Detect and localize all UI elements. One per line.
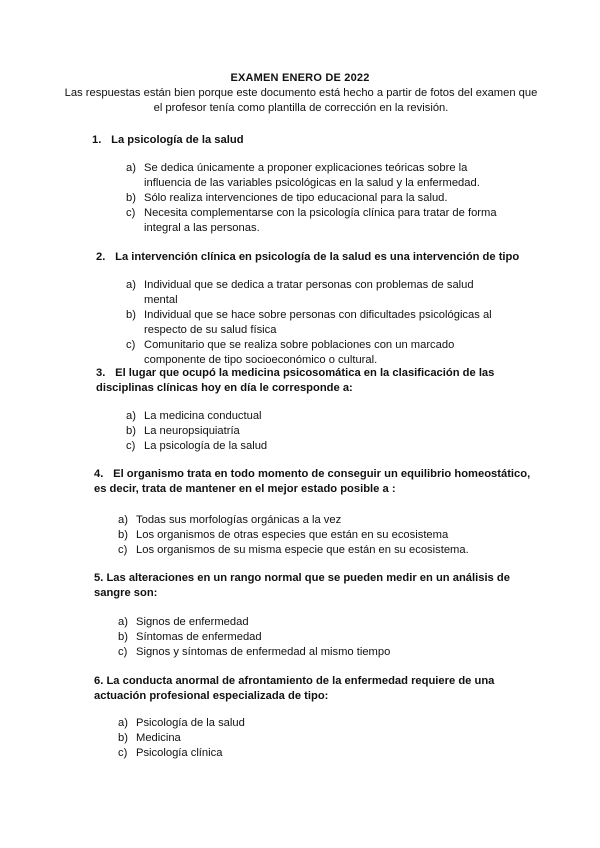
question-2-heading [96,250,536,265]
question-1-options [126,161,506,236]
option-text: Los organismos de su misma especie que están en su ecosistema. [136,544,469,556]
question-text: El lugar que ocupó la medicina psicosomática en la clasificación de las disciplinas clínicas hoy en día le corresponde a: [96,367,495,394]
option-item: a) Se dedica únicamente a proponer explicaciones teóricas sobre la influencia de las variables psicológicas en la salud y la enfermedad. [126,162,480,189]
question-number: 3. [96,367,106,379]
option-text: Psicología clínica [136,747,223,759]
option-item: b) Los organismos de otras especies que están en su ecosistema [118,529,449,541]
option-item: a) La medicina conductual [126,410,262,422]
question-6-options [118,716,498,761]
option-item: a) Todas sus morfologías orgánicas a la vez [118,514,342,526]
question-text: La conducta anormal de afrontamiento de la enfermedad requiere de una actuación profesional especializada de tipo: [94,675,495,702]
option-text: La medicina conductual [144,410,262,422]
option-text: Necesita complementarse con la psicología clínica para tratar de forma integral a las personas. [144,207,497,234]
option-text: Se dedica únicamente a proponer explicaciones teóricas sobre la influencia de las variables psicológicas en la salud y la enfermedad. [144,162,480,189]
question-2-options [126,278,506,368]
question-text: Las alteraciones en un rango normal que se pueden medir en un análisis de sangre son: [94,572,510,599]
question-1-heading [92,133,522,148]
option-text: Comunitario que se realiza sobre poblaciones con un marcado componente de tipo socioeconómico o cultural. [144,339,455,366]
question-6-heading [94,674,534,704]
option-item: c) Psicología clínica [118,747,223,759]
option-text: Los organismos de otras especies que están en su ecosistema [136,529,449,541]
option-text: Todas sus morfologías orgánicas a la vez [136,514,342,526]
option-item: b) Individual que se hace sobre personas con dificultades psicológicas al respecto de su salud física [126,309,492,336]
option-item: b) Medicina [118,732,181,744]
question-4-heading [94,467,540,497]
option-text: Signos y síntomas de enfermedad al mismo tiempo [136,646,391,658]
option-item: c) Comunitario que se realiza sobre poblaciones con un marcado componente de tipo socioeconómico o cultural. [126,339,455,366]
option-item: a) Psicología de la salud [118,717,245,729]
question-5-heading [94,571,540,601]
option-text: Individual que se dedica a tratar personas con problemas de salud mental [144,279,474,306]
question-text: La psicología de la salud [111,134,244,146]
question-text: La intervención clínica en psicología de la salud es una intervención de tipo [115,251,520,263]
option-text: Síntomas de enfermedad [136,631,262,643]
question-3-heading [96,366,516,396]
option-text: La psicología de la salud [144,440,268,452]
option-item: b) Síntomas de enfermedad [118,631,262,643]
exam-title: EXAMEN ENERO DE 2022 [230,72,370,84]
option-text: Signos de enfermedad [136,616,249,628]
option-text: La neuropsiquiatría [144,425,240,437]
option-text: Sólo realiza intervenciones de tipo educacional para la salud. [144,192,448,204]
option-text: Individual que se hace sobre personas con dificultades psicológicas al respecto de su salud física [144,309,492,336]
question-number: 5. [94,572,104,584]
option-item: a) Signos de enfermedad [118,616,249,628]
option-text: Psicología de la salud [136,717,245,729]
option-item: b) Sólo realiza intervenciones de tipo educacional para la salud. [126,192,448,204]
question-text: El organismo trata en todo momento de conseguir un equilibrio homeostático, es decir, trata de mantener en el mejor estado posible a : [94,468,531,495]
option-item: c) Necesita complementarse con la psicología clínica para tratar de forma integral a las personas. [126,207,497,234]
option-item: c) Signos y síntomas de enfermedad al mismo tiempo [118,646,391,658]
question-5-options [118,615,498,660]
question-number: 2. [96,251,106,263]
question-number: 6. [94,675,104,687]
option-item: b) La neuropsiquiatría [126,425,240,437]
question-4-options [118,513,498,558]
option-text: Medicina [136,732,181,744]
option-item: c) Los organismos de su misma especie que están en su ecosistema. [118,544,469,556]
question-3-options [126,409,506,454]
option-item: a) Individual que se dedica a tratar personas con problemas de salud mental [126,279,474,306]
question-number: 4. [94,468,104,480]
question-number: 1. [92,134,102,146]
intro-note: Las respuestas están bien porque este documento está hecho a partir de fotos del examen que el profesor tenía como plantilla de corrección en la revisión. [64,87,538,114]
option-item: c) La psicología de la salud [126,440,268,452]
